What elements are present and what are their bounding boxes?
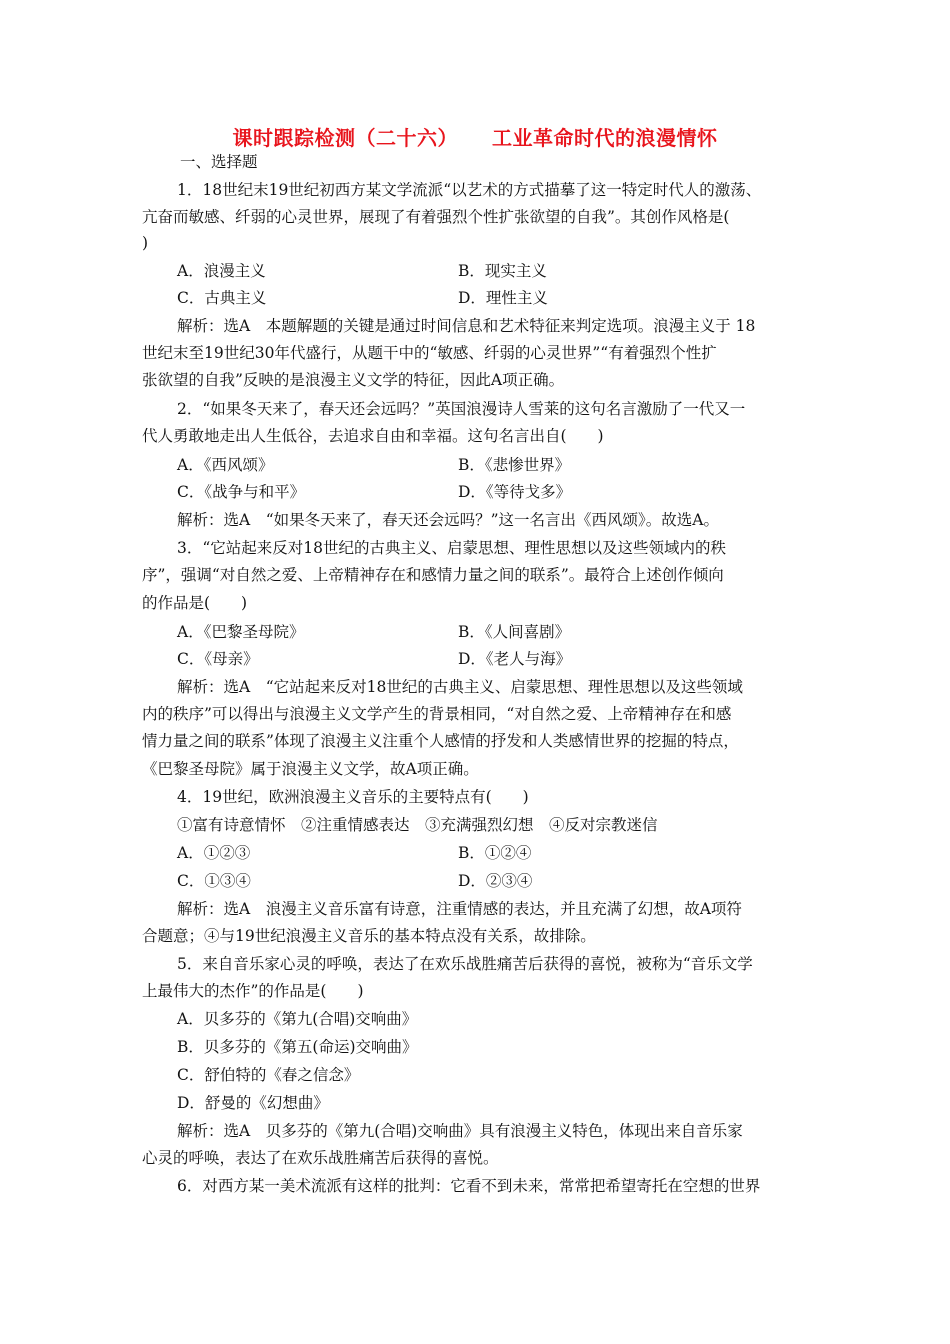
q4-option-c: C．①③④ — [177, 872, 251, 890]
q2-stem-line: 代人勇敢地走出人生低谷，去追求自由和幸福。这句名言出自( ) — [142, 427, 604, 445]
q1-option-d: D．理性主义 — [458, 289, 548, 307]
q2-stem-line: 2．“如果冬天来了，春天还会远吗？”英国浪漫诗人雪莱的这句名言激励了一代又一 — [177, 400, 746, 418]
q3-option-d: D．《老人与海》 — [458, 650, 572, 668]
title-part1: 课时跟踪检测（二十六） — [232, 126, 458, 150]
q1-explanation-line: 张欲望的自我”反映的是浪漫主义文学的特征，因此A项正确。 — [142, 371, 565, 389]
q1-stem-line: 亢奋而敏感、纤弱的心灵世界，展现了有着强烈个性扩张欲望的自我”。其创作风格是( — [142, 208, 730, 226]
q4-statements: ①富有诗意情怀 ②注重情感表达 ③充满强烈幻想 ④反对宗教迷信 — [177, 816, 658, 834]
section-heading: 一、选择题 — [180, 153, 258, 171]
q3-stem-line: 序”，强调“对自然之爱、上帝精神存在和感情力量之间的联系”。最符合上述创作倾向 — [142, 566, 724, 584]
q5-explanation-line: 心灵的呼唤，表达了在欢乐战胜痛苦后获得的喜悦。 — [142, 1149, 499, 1167]
q1-explanation-line: 世纪末至19世纪30年代盛行，从题干中的“敏感、纤弱的心灵世界”“有着强烈个性扩 — [142, 344, 717, 362]
q6-stem-line: 6．对西方某一美术流派有这样的批判：它看不到未来，常常把希望寄托在空想的世界 — [177, 1177, 761, 1195]
q3-stem-line: 3．“它站起来反对18世纪的古典主义、启蒙思想、理性思想以及这些领域内的秩 — [177, 539, 727, 557]
q1-explanation-line: 解析：选A 本题解题的关键是通过时间信息和艺术特征来判定选项。浪漫主义于 18 — [177, 317, 756, 335]
q5-option-a: A．贝多芬的《第九(合唱)交响曲》 — [177, 1010, 418, 1028]
q4-explanation-line: 解析：选A 浪漫主义音乐富有诗意，注重情感的表达，并且充满了幻想，故A项符 — [177, 900, 742, 918]
page-title — [0, 122, 950, 151]
q5-explanation-line: 解析：选A 贝多芬的《第九(合唱)交响曲》具有浪漫主义特色，体现出来自音乐家 — [177, 1122, 743, 1140]
q2-explanation-line: 解析：选A “如果冬天来了，春天还会远吗？”这一名言出《西风颂》。故选A。 — [177, 511, 719, 529]
q4-stem-line: 4．19世纪，欧洲浪漫主义音乐的主要特点有( ) — [177, 788, 529, 806]
q3-explanation-line: 情力量之间的联系”体现了浪漫主义注重个人感情的抒发和人类感情世界的挖掘的特点， — [142, 732, 739, 750]
q2-option-c: C．《战争与和平》 — [177, 483, 306, 501]
q5-option-d: D．舒曼的《幻想曲》 — [177, 1094, 329, 1112]
q1-option-b: B．现实主义 — [458, 262, 547, 280]
q2-option-d: D．《等待戈多》 — [458, 483, 572, 501]
q4-option-a: A．①②③ — [177, 844, 251, 862]
q3-explanation-line: 《巴黎圣母院》属于浪漫主义文学，故A项正确。 — [142, 760, 479, 778]
q1-stem-line: ) — [142, 234, 149, 252]
title-part2: 工业革命时代的浪漫情怀 — [492, 126, 718, 150]
q5-option-c: C．舒伯特的《春之信念》 — [177, 1066, 360, 1084]
q3-stem-line: 的作品是( ) — [142, 594, 248, 612]
q4-option-b: B．①②④ — [458, 844, 532, 862]
q3-explanation-line: 解析：选A “它站起来反对18世纪的古典主义、启蒙思想、理性思想以及这些领域 — [177, 678, 743, 696]
q5-stem-line: 上最伟大的杰作”的作品是( ) — [142, 982, 364, 1000]
q3-option-a: A．《巴黎圣母院》 — [177, 623, 305, 641]
q5-option-b: B．贝多芬的《第五(命运)交响曲》 — [177, 1038, 418, 1056]
q2-option-a: A．《西风颂》 — [177, 456, 274, 474]
q1-stem-line: 1．18世纪末19世纪初西方某文学流派“以艺术的方式描摹了这一特定时代人的激荡、 — [177, 181, 762, 199]
q4-explanation-line: 合题意；④与19世纪浪漫主义音乐的基本特点没有关系，故排除。 — [142, 927, 596, 945]
q1-option-c: C．古典主义 — [177, 289, 267, 307]
q3-option-b: B．《人间喜剧》 — [458, 623, 571, 641]
q4-option-d: D．②③④ — [458, 872, 533, 890]
q3-explanation-line: 内的秩序”可以得出与浪漫主义文学产生的背景相同，“对自然之爱、上帝精神存在和感 — [142, 705, 732, 723]
q2-option-b: B．《悲惨世界》 — [458, 456, 571, 474]
q1-option-a: A．浪漫主义 — [177, 262, 266, 280]
q5-stem-line: 5．来自音乐家心灵的呼唤，表达了在欢乐战胜痛苦后获得的喜悦，被称为“音乐文学 — [177, 955, 753, 973]
q3-option-c: C．《母亲》 — [177, 650, 259, 668]
